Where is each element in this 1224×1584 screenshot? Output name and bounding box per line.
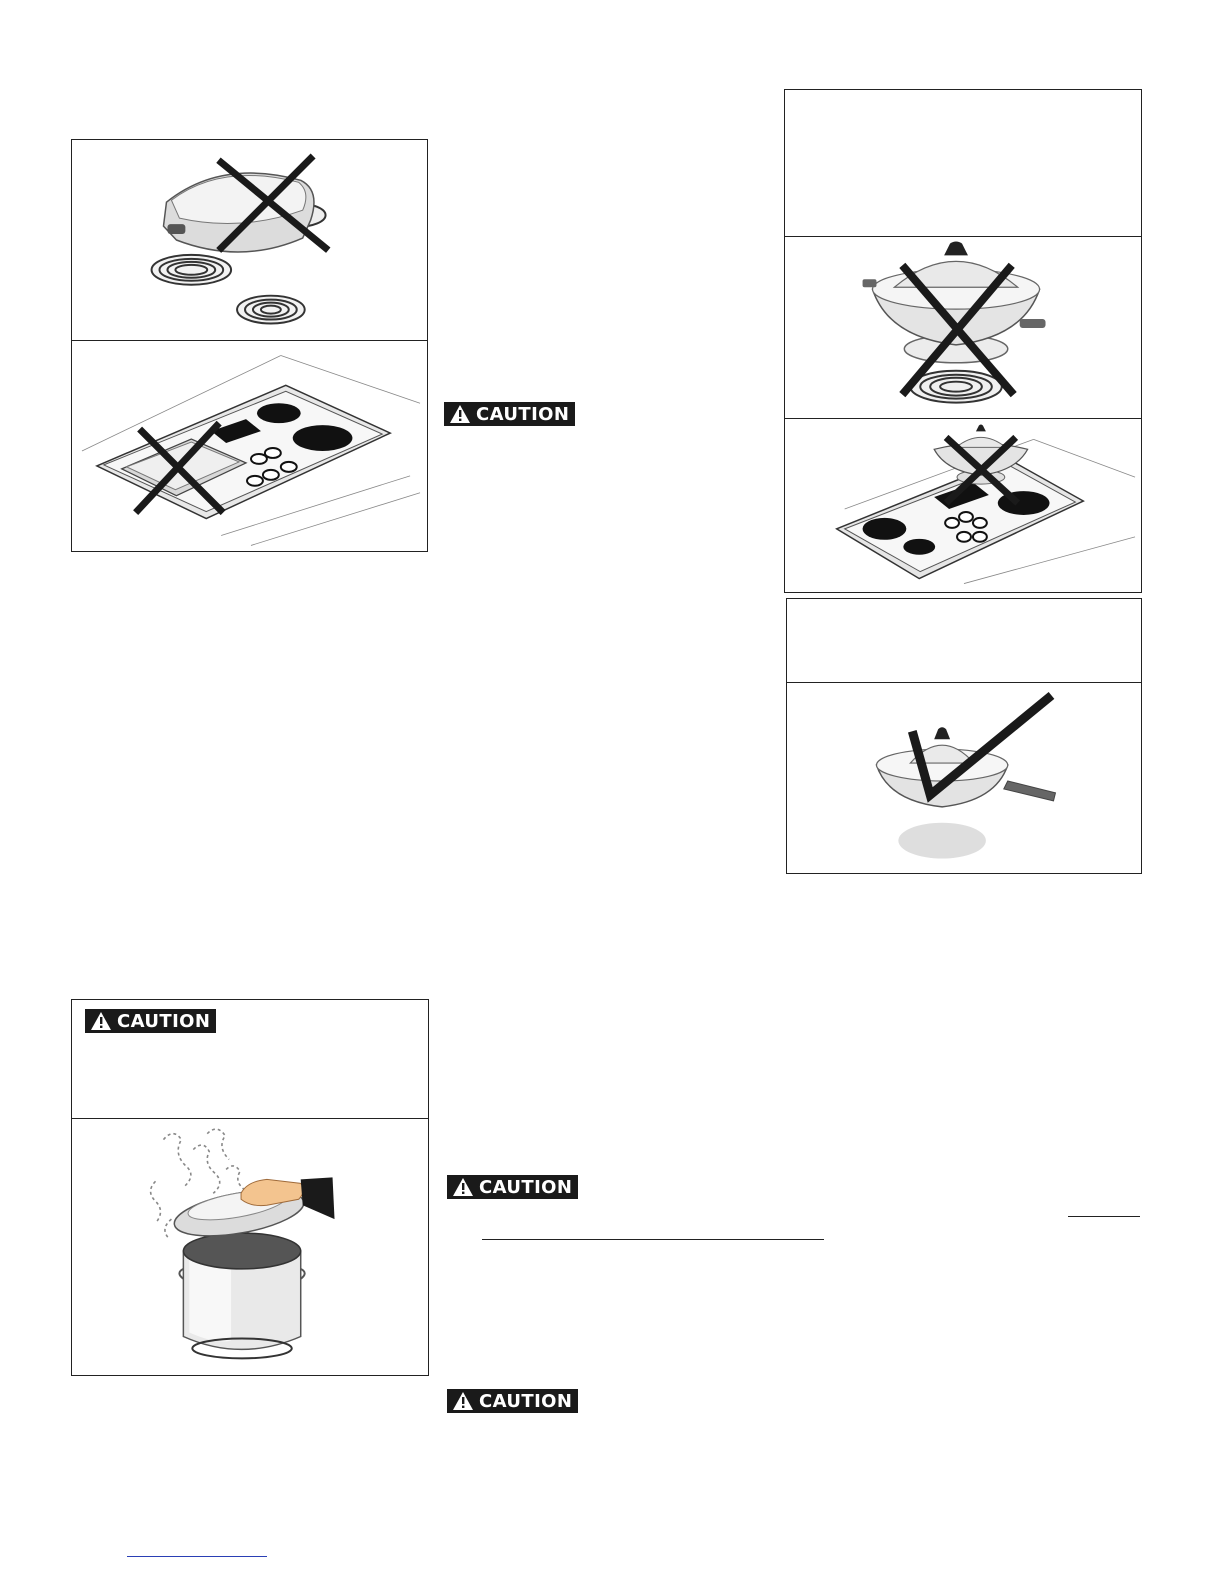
- warning-triangle-icon: [452, 1391, 474, 1411]
- wok-ring-coil-illustration: [785, 237, 1141, 417]
- warning-triangle-icon: [452, 1177, 474, 1197]
- flat-wok-illustration: [787, 683, 1141, 873]
- caution-label: CAUTION: [85, 1009, 216, 1033]
- warning-triangle-icon: [90, 1011, 112, 1031]
- warning-triangle-icon: [449, 404, 471, 424]
- griddle-smooth-top-illustration: [72, 341, 427, 551]
- link-underline-rule: [127, 1556, 267, 1557]
- stockpot-illustration: [72, 1119, 428, 1375]
- griddle-coil-illustration: [72, 140, 427, 340]
- figure-box-stockpot: [71, 999, 429, 1376]
- caution-label: CAUTION: [447, 1389, 578, 1413]
- figure-box-wok-ring: [784, 89, 1142, 593]
- wok-ring-smooth-top-illustration: [785, 419, 1141, 592]
- caution-label: CAUTION: [444, 402, 575, 426]
- figure-box-griddle: [71, 139, 428, 552]
- underline-rule: [1068, 1216, 1140, 1217]
- underline-rule: [482, 1239, 824, 1240]
- figure-box-flat-wok: [786, 598, 1142, 874]
- caution-label: CAUTION: [447, 1175, 578, 1199]
